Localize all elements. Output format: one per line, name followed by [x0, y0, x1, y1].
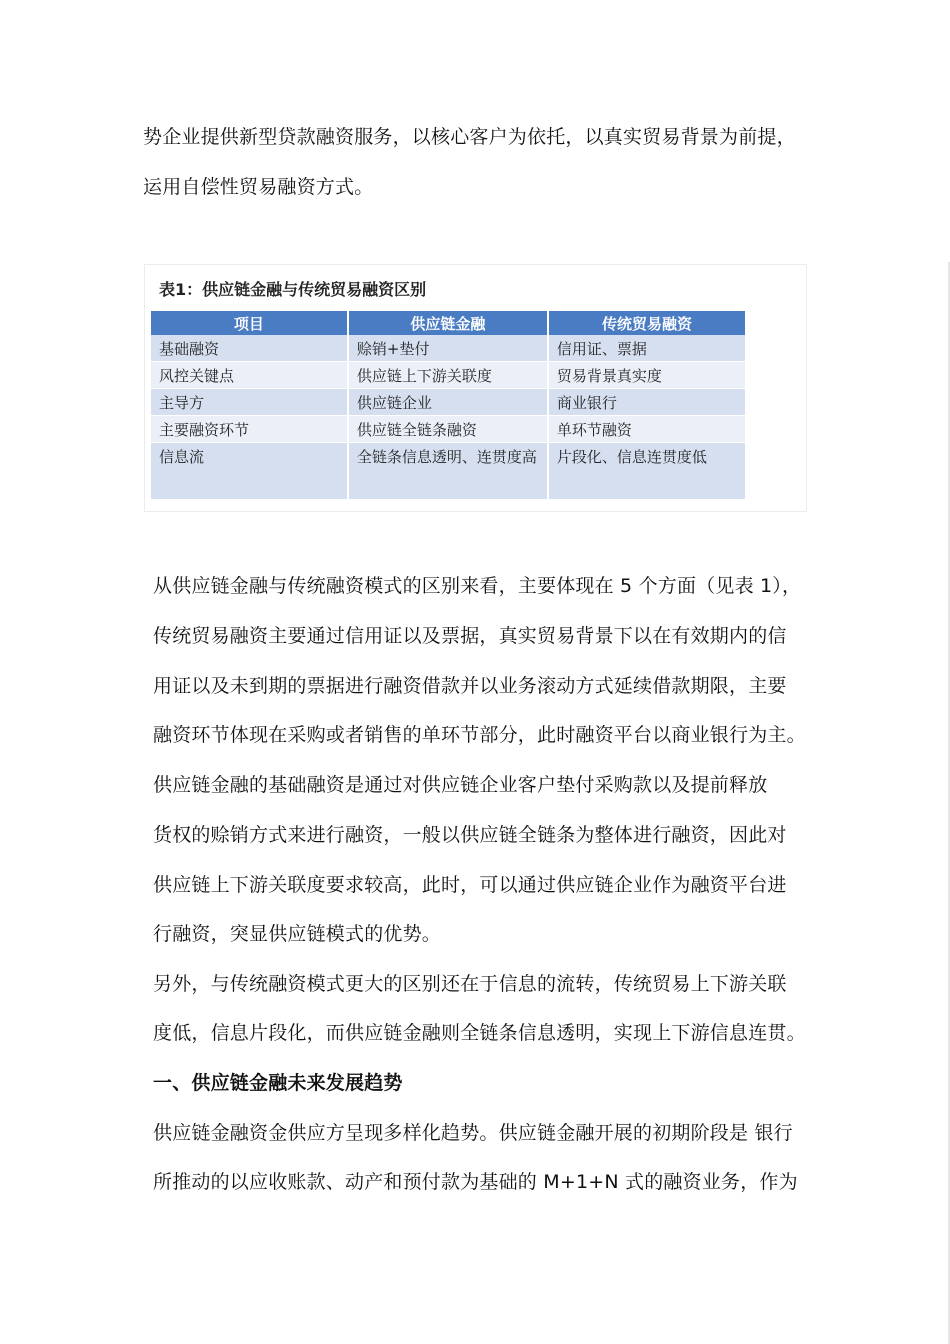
- table-cell: 主导方: [151, 389, 348, 416]
- body-line-10: 度低，信息片段化，而供应链金融则全链条信息透明，实现上下游信息连贯。: [153, 1022, 806, 1044]
- body-line-4: 融资环节体现在采购或者销售的单环节部分，此时融资平台以商业银行为主。: [153, 724, 806, 746]
- table-cell: 片段化、信息连贯度低: [548, 443, 746, 500]
- table-cell: 赊销+垫付: [348, 335, 548, 362]
- table-row: [151, 416, 746, 443]
- table-cell: 基础融资: [151, 335, 348, 362]
- body-line-3: 用证以及未到期的票据进行融资借款并以业务滚动方式延续借款期限，主要: [153, 675, 787, 697]
- intro-line-2: 运用自偿性贸易融资方式。: [143, 176, 374, 198]
- body-line-2: 传统贸易融资主要通过信用证以及票据，真实贸易背景下以在有效期内的信: [153, 625, 787, 647]
- comparison-table-figure: [144, 264, 807, 512]
- body-line-1: 从供应链金融与传统融资模式的区别来看，主要体现在 5 个方面（见表 1），: [153, 575, 802, 597]
- body-line-8: 行融资，突显供应链模式的优势。: [153, 923, 442, 945]
- table-cell: 供应链企业: [348, 389, 548, 416]
- body-line-7: 供应链上下游关联度要求较高，此时，可以通过供应链企业作为融资平台进: [153, 874, 787, 896]
- table-cell: 信用证、票据: [548, 335, 746, 362]
- table-cell: 供应链全链条融资: [348, 416, 548, 443]
- table-cell: 供应链上下游关联度: [348, 362, 548, 389]
- tail-line-1: 供应链金融资金供应方呈现多样化趋势。供应链金融开展的初期阶段是 银行: [153, 1122, 793, 1144]
- body-line-9: 另外，与传统融资模式更大的区别还在于信息的流转，传统贸易上下游关联: [153, 973, 787, 995]
- table-header-cell: 供应链金融: [348, 311, 548, 335]
- comparison-table: [151, 311, 747, 500]
- table-cell: 贸易背景真实度: [548, 362, 746, 389]
- intro-line-1: 势企业提供新型贷款融资服务，以核心客户为依托，以真实贸易背景为前提，: [143, 126, 796, 148]
- table-cell: 单环节融资: [548, 416, 746, 443]
- table-header-row: [151, 311, 746, 335]
- table-caption: 表1：供应链金融与传统贸易融资区别: [159, 280, 427, 299]
- table-row: [151, 362, 746, 389]
- table-cell: 信息流: [151, 443, 348, 500]
- section-heading: 一、供应链金融未来发展趋势: [153, 1072, 403, 1094]
- table-cell: 风控关键点: [151, 362, 348, 389]
- body-line-5: 供应链金融的基础融资是通过对供应链企业客户垫付采购款以及提前释放: [153, 774, 768, 796]
- table-row: [151, 389, 746, 416]
- table-cell: 商业银行: [548, 389, 746, 416]
- table-header-cell: 传统贸易融资: [548, 311, 746, 335]
- table-cell: 全链条信息透明、连贯度高: [348, 443, 548, 500]
- table-row: [151, 443, 746, 500]
- body-line-6: 货权的赊销方式来进行融资，一般以供应链全链条为整体进行融资，因此对: [153, 824, 787, 846]
- tail-line-2: 所推动的以应收账款、动产和预付款为基础的 M+1+N 式的融资业务，作为: [153, 1171, 798, 1193]
- table-cell: 主要融资环节: [151, 416, 348, 443]
- table-row: [151, 335, 746, 362]
- table-header-cell: 项目: [151, 311, 348, 335]
